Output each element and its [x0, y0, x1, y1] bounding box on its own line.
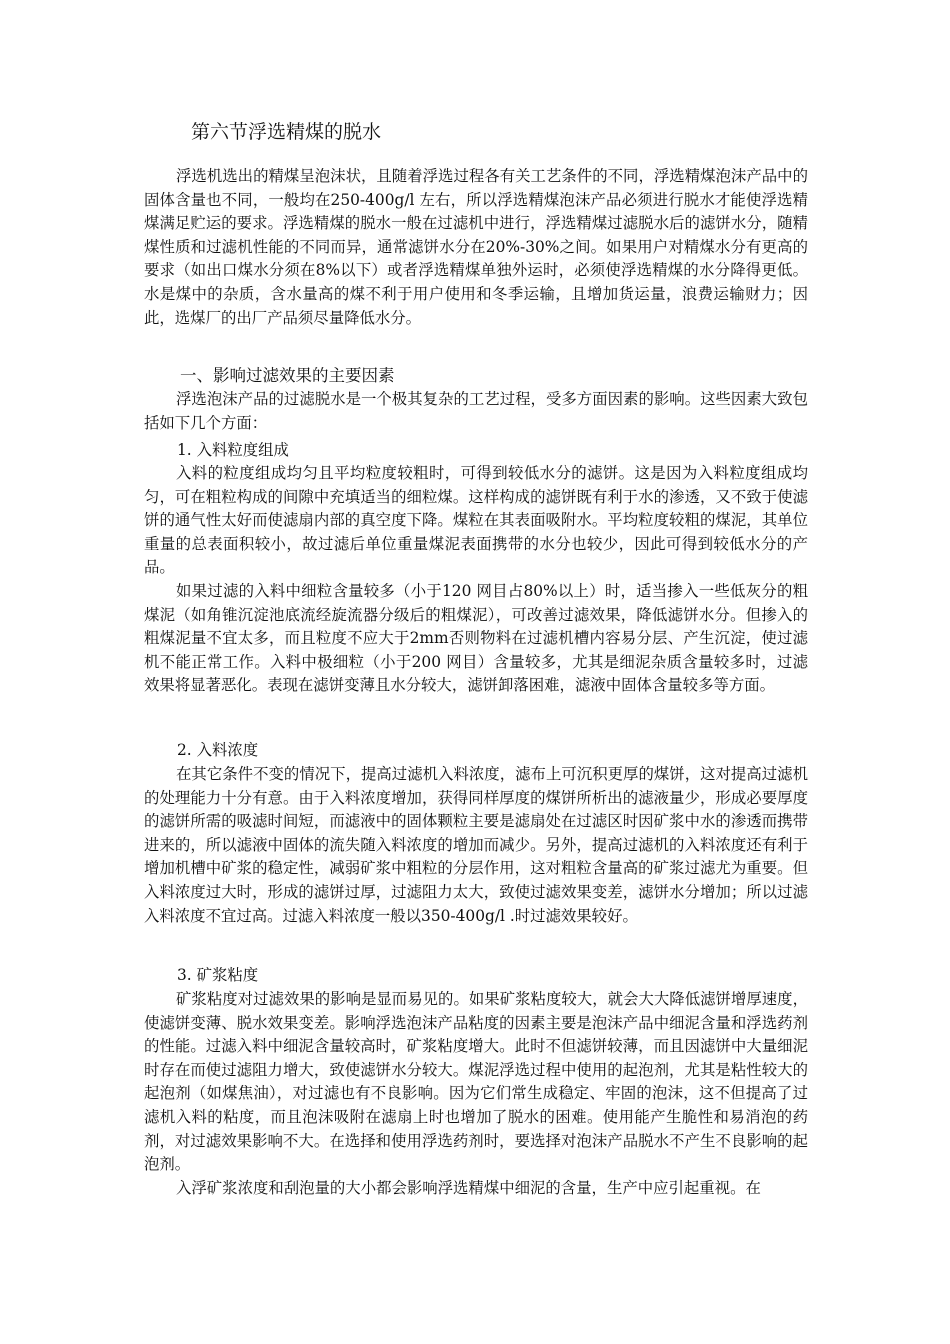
subheading-particle-size: 1. 入料粒度组成 [177, 441, 289, 459]
particle-size-paragraph-1: 入料的粒度组成均匀且平均粒度较粗时，可得到较低水分的滤饼。这是因为入料粒度组成均匀，可在粗粒构成的间隙中充填适当的细粒煤。这样构成的滤饼既有利于水的渗透，又不致于使滤饼的通气性太好而使滤扇内部的真空度下降。煤粒在其表面吸附水。平均粒度较粗的煤泥，其单位重量的总表面积较小，故过滤后单位重量煤泥表面携带的水分也较少，因此可得到较低水分的产品。 [144, 464, 808, 577]
section-lead-paragraph: 浮选泡沫产品的过滤脱水是一个极其复杂的工艺过程，受多方面因素的影响。这些因素大致包括如下几个方面： [144, 390, 808, 432]
subheading-slurry-viscosity: 3. 矿浆粘度 [177, 966, 259, 984]
section-lead-block [144, 388, 808, 435]
slurry-viscosity-paragraph-2: 入浮矿浆浓度和刮泡量的大小都会影响浮选精煤中细泥的含量，生产中应引起重视。在 [176, 1178, 761, 1197]
feed-concentration-block [144, 763, 808, 928]
intro-paragraph: 浮选机选出的精煤呈泡沫状，且随着浮选过程各有关工艺条件的不同，浮选精煤泡沫产品中的固体含量也不同，一般均在250-400g/l 左右，所以浮选精煤泡沫产品必须进行脱水才能使浮选精煤满足贮运的要求。浮选精煤的脱水一般在过滤机中进行，浮选精煤过滤脱水后的滤饼水分，随精煤性质和过滤机性能的不同而异，通常滤饼水分在20%-30%之间。如果用户对精煤水分有更高的要求（如出口煤水分须在8%以下）或者浮选精煤单独外运时，必须使浮选精煤的水分降得更低。水是煤中的杂质，含水量高的煤不利于用户使用和冬季运输，且增加货运量，浪费运输财力；因此，选煤厂的出厂产品须尽量降低水分。 [144, 167, 808, 327]
subheading-feed-concentration: 2. 入料浓度 [177, 741, 259, 759]
feed-concentration-paragraph: 在其它条件不变的情况下，提高过滤机入料浓度，滤布上可沉积更厚的煤饼，这对提高过滤机的处理能力十分有意。由于入料浓度增加，获得同样厚度的煤饼所析出的滤液量少，形成必要厚度的滤饼所需的吸滤时间短，而滤液中的固体颗粒主要是滤扇处在过滤区时因矿浆中水的渗透而携带进来的，所以滤液中固体的流失随入料浓度的增加而减少。另外，提高过滤机的入料浓度还有利于增加机槽中矿浆的稳定性，减弱矿浆中粗粒的分层作用，这对粗粒含量高的矿浆过滤尤为重要。但入料浓度过大时，形成的滤饼过厚，过滤阻力太大，致使过滤效果变差，滤饼水分增加；所以过滤入料浓度不宜过高。过滤入料浓度一般以350-400g/l .时过滤效果较好。 [144, 765, 808, 925]
slurry-viscosity-block [144, 988, 808, 1200]
section-heading-1: 一、影响过滤效果的主要因素 [180, 366, 395, 385]
intro-block [144, 165, 808, 330]
particle-size-block [144, 462, 808, 698]
slurry-viscosity-paragraph-1: 矿浆粘度对过滤效果的影响是显而易见的。如果矿浆粘度较大，就会大大降低滤饼增厚速度，使滤饼变薄、脱水效果变差。影响浮选泡沫产品粘度的因素主要是泡沫产品中细泥含量和浮选药剂的性能。过滤入料中细泥含量较高时，矿浆粘度增大。此时不但滤饼较薄，而且因滤饼中大量细泥时存在而使过滤阻力增大，致使滤饼水分较大。煤泥浮选过程中使用的起泡剂，尤其是粘性较大的起泡剂（如煤焦油），对过滤也有不良影响。因为它们常生成稳定、牢固的泡沫，这不但提高了过滤机入料的粘度，而且泡沫吸附在滤扇上时也增加了脱水的困难。使用能产生脆性和易消泡的药剂，对过滤效果影响不大。在选择和使用浮选药剂时，要选择对泡沫产品脱水不产生不良影响的起泡剂。 [144, 990, 808, 1174]
particle-size-paragraph-2: 如果过滤的入料中细粒含量较多（小于120 网目占80%以上）时，适当掺入一些低灰分的粗煤泥（如角锥沉淀池底流经旋流器分级后的粗煤泥），可改善过滤效果，降低滤饼水分。但掺入的粗煤泥量不宜太多，而且粒度不应大于2mm否则物料在过滤机槽内容易分层、产生沉淀，使过滤机不能正常工作。入料中极细粒（小于200 网目）含量较多，尤其是细泥杂质含量较多时，过滤效果将显著恶化。表现在滤饼变薄且水分较大，滤饼卸落困难，滤液中固体含量较多等方面。 [144, 581, 808, 695]
section-title: 第六节浮选精煤的脱水 [191, 121, 382, 143]
